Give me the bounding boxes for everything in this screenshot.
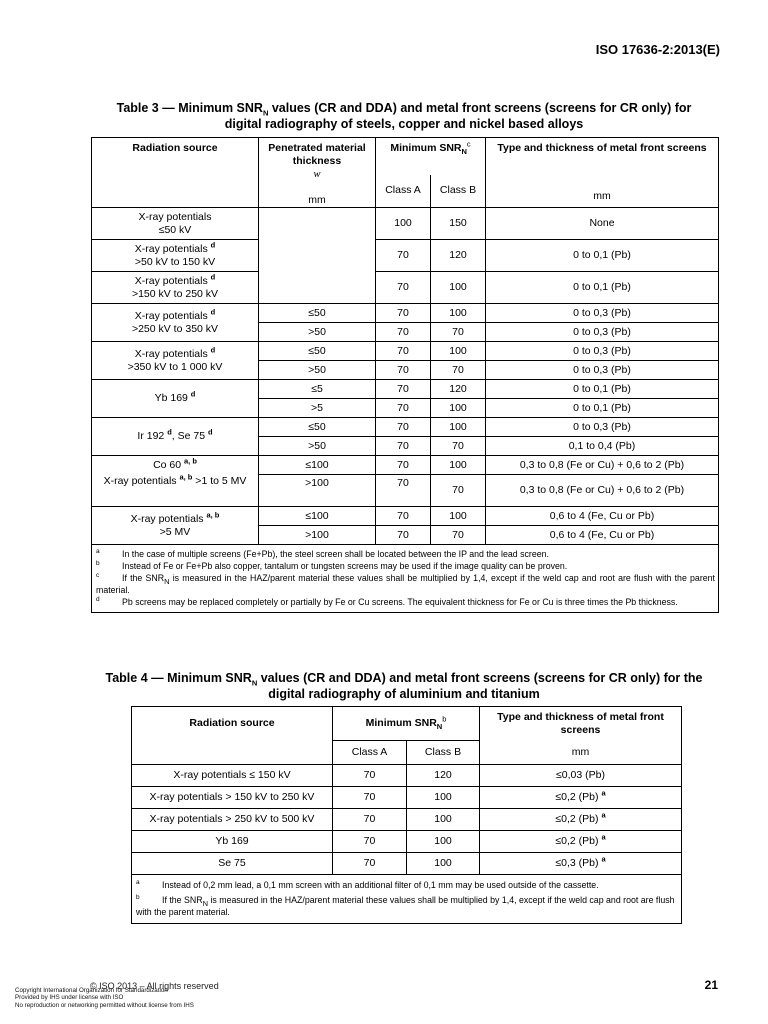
footnote-ref: a: [601, 810, 606, 820]
screen-cell: 0,3 to 0,8 (Fe or Cu) + 0,6 to 2 (Pb): [486, 475, 719, 507]
screen-cell: 0,6 to 4 (Fe, Cu or Pb): [486, 507, 719, 526]
footnote-ref: d: [167, 427, 172, 437]
class-a-cell: 70: [376, 475, 431, 507]
screen-cell: 0 to 0,3 (Pb): [486, 323, 719, 342]
class-b-cell: 70: [431, 323, 486, 342]
class-b-cell: 100: [431, 342, 486, 361]
table3-caption-line2: digital radiography of steels, copper and nickel based alloys: [224, 117, 584, 131]
header-thickness: [259, 138, 376, 208]
table-row: [132, 765, 682, 787]
class-a-cell: 70: [376, 272, 431, 304]
thickness-cell: >5: [259, 399, 376, 418]
footnote-text: If the SNR: [162, 895, 203, 905]
table-row: [132, 831, 682, 853]
class-a-cell: 70: [376, 342, 431, 361]
class-b-cell: 100: [431, 456, 486, 475]
class-b-cell: 120: [407, 765, 480, 787]
footnote-text: Instead of Fe or Fe+Pb also copper, tantalum or tungsten screens may be used if the image quality can be proven.: [122, 561, 568, 571]
table4: [131, 706, 682, 924]
footnote-ref: a, b: [179, 472, 193, 481]
source-text: >5 MV: [159, 525, 191, 538]
ihs-line: No reproduction or networking permitted without license from IHS: [15, 1001, 194, 1009]
source-text: X-ray potentials: [138, 210, 212, 223]
footnote-text: Pb screens may be replaced completely or partially by Fe or Cu screens. The equivalent thickness for Fe or Cu is three times the Pb thickness.: [122, 597, 678, 607]
class-b-cell: 120: [431, 380, 486, 399]
class-b-cell: 150: [431, 208, 486, 240]
source-text: >1 to 5 MV: [192, 474, 247, 487]
class-a-cell: 70: [333, 787, 407, 809]
table3-notes-row: [92, 545, 719, 613]
header-snr-pre: Minimum SNR: [390, 142, 462, 154]
class-a-cell: 70: [376, 399, 431, 418]
thickness-cell: >50: [259, 323, 376, 342]
screen-cell: 0 to 0,3 (Pb): [486, 342, 719, 361]
source-cell: X-ray potentials > 150 kV to 250 kV: [132, 787, 333, 809]
class-b-cell: 70: [431, 361, 486, 380]
class-b-cell: 100: [407, 809, 480, 831]
table-row: [132, 809, 682, 831]
source-cell: X-ray potentials ≤ 150 kV: [132, 765, 333, 787]
class-a-cell: 70: [376, 380, 431, 399]
t4-header-class-b: Class B: [407, 741, 480, 765]
header-snr-sup: c: [466, 139, 471, 149]
screen-text: ≤0,3 (Pb): [555, 857, 599, 869]
footnote-text: In the case of multiple screens (Fe+Pb), the steel screen shall be located between the IP and the lead screen.: [122, 549, 549, 559]
thickness-cell: >100: [259, 526, 376, 545]
table3-notes: [92, 545, 719, 613]
footnote-ref: a: [601, 854, 606, 864]
class-a-cell: 70: [376, 456, 431, 475]
table-row: [92, 304, 719, 323]
source-text: ≤50 kV: [158, 223, 192, 236]
header-class-b: Class B: [431, 175, 486, 208]
screen-cell: [480, 809, 682, 831]
footnote-ref: d: [210, 240, 216, 249]
table-row: [92, 342, 719, 361]
document-id: ISO 17636-2:2013(E): [595, 42, 720, 57]
table3-caption-sub: N: [262, 108, 269, 118]
table4-notes-row: [132, 875, 682, 924]
source-text: Yb 169: [154, 392, 188, 404]
table-row: [92, 475, 719, 507]
source-cell: Se 75: [132, 853, 333, 875]
class-a-cell: 70: [376, 361, 431, 380]
footnote-text: Instead of 0,2 mm lead, a 0,1 mm screen with an additional filter of 0,1 mm may be used outside of the cassette.: [162, 880, 599, 890]
screen-cell: 0 to 0,1 (Pb): [486, 380, 719, 399]
source-cell: [92, 208, 259, 240]
screen-cell: 0,3 to 0,8 (Fe or Cu) + 0,6 to 2 (Pb): [486, 456, 719, 475]
class-b-cell: 120: [431, 240, 486, 272]
page-number: 21: [704, 978, 718, 992]
table-row: [132, 853, 682, 875]
class-a-cell: 100: [376, 208, 431, 240]
footnote-ref: a, b: [206, 510, 220, 519]
footnote-c: c If the $SNR_N$ is measured in the HAZ/parent material these values shall be multiplied by 1,4, except if the weld cap and root are flush with the parent material.: [96, 572, 715, 595]
thickness-cell: >100: [259, 475, 376, 507]
t4-header-snr-sup: b: [442, 714, 447, 724]
ihs-license-notice: [15, 987, 194, 1009]
footnote-b: b Instead of Fe or Fe+Pb also copper, tantalum or tungsten screens may be used if the image quality can be proven.: [96, 560, 568, 571]
source-text: X-ray potentials: [134, 347, 208, 360]
source-text: X-ray potentials: [130, 512, 204, 525]
class-b-cell: 100: [407, 831, 480, 853]
thickness-cell: [259, 208, 376, 304]
footnote-ref: d: [210, 345, 216, 354]
source-text: >250 kV to 350 kV: [131, 322, 219, 335]
screen-cell: 0 to 0,3 (Pb): [486, 418, 719, 437]
table3-caption: [80, 100, 728, 132]
screen-cell: 0 to 0,3 (Pb): [486, 304, 719, 323]
screen-cell: 0 to 0,1 (Pb): [486, 240, 719, 272]
thickness-cell: >50: [259, 361, 376, 380]
class-a-cell: 70: [376, 507, 431, 526]
class-b-cell: 100: [407, 787, 480, 809]
header-screens-unit: mm: [486, 175, 719, 208]
screen-cell: 0,6 to 4 (Fe, Cu or Pb): [486, 526, 719, 545]
table4-caption-post: values (CR and DDA) and metal front screens (screens for CR only) for the: [257, 671, 703, 685]
footnote-text: is measured in the HAZ/parent material these values shall be multiplied by 1,4, except if the weld cap and root are flush with the parent material.: [136, 895, 675, 917]
footnote-sub: N: [202, 898, 209, 908]
screen-text: ≤0,2 (Pb): [555, 835, 599, 847]
source-cell: X-ray potentials > 250 kV to 500 kV: [132, 809, 333, 831]
table4-caption-pre: Table 4 — Minimum SNR: [105, 671, 252, 685]
footnote-ref: a, b: [184, 456, 197, 466]
footnote-ref: d: [210, 272, 216, 281]
header-thickness-label: Penetrated material thickness: [268, 142, 366, 167]
screen-cell: [480, 853, 682, 875]
footnote-ref: d: [210, 307, 216, 316]
t4-header-screens: Type and thickness of metal front screens: [480, 707, 682, 741]
table4-caption: [80, 670, 728, 702]
footnote-ref: a: [601, 788, 606, 798]
footnote-ref: d: [190, 389, 196, 399]
class-b-cell: 70: [431, 475, 486, 507]
ihs-line: Copyright International Organization for Standardization: [15, 987, 168, 994]
source-cell: [92, 507, 259, 545]
source-text: >350 kV to 1 000 kV: [127, 360, 223, 373]
class-b-cell: 100: [431, 304, 486, 323]
table-row: [92, 507, 719, 526]
thickness-cell: ≤5: [259, 380, 376, 399]
t4-header-snr-pre: Minimum SNR: [365, 717, 437, 729]
source-text: >50 kV to 150 kV: [134, 255, 216, 268]
source-text: >150 kV to 250 kV: [131, 287, 219, 300]
screen-text: ≤0,03 (Pb): [556, 769, 605, 781]
source-cell: [92, 304, 259, 342]
source-text: , Se 75: [171, 430, 206, 442]
table3-caption-post: values (CR and DDA) and metal front screens (screens for CR only) for: [268, 101, 692, 115]
source-cell: [92, 418, 259, 456]
t4-header-screens-unit: mm: [480, 741, 682, 765]
screen-text: ≤0,2 (Pb): [555, 813, 599, 825]
source-text: X-ray potentials: [134, 274, 208, 287]
header-screens: Type and thickness of metal front screens: [486, 138, 719, 175]
thickness-cell: >50: [259, 437, 376, 456]
source-cell: [92, 272, 259, 304]
class-a-cell: 70: [376, 418, 431, 437]
t4-header-class-a: Class A: [333, 741, 407, 765]
screen-cell: [480, 831, 682, 853]
source-text: X-ray potentials: [103, 474, 177, 487]
class-a-cell: 70: [376, 304, 431, 323]
footnote-text: If the SNR: [122, 573, 165, 583]
class-a-cell: 70: [333, 853, 407, 875]
class-b-cell: 100: [431, 399, 486, 418]
class-b-cell: 70: [431, 526, 486, 545]
footnote-text: is measured in the HAZ/parent material these values shall be multiplied by 1,4, except if the weld cap and root are flush with the parent material.: [96, 573, 715, 595]
t4-header-snr-sub: N: [436, 722, 443, 732]
thickness-cell: ≤100: [259, 507, 376, 526]
footnote-d: d Pb screens may be replaced completely or partially by Fe or Cu screens. The equivalent thickness for Fe or Cu is three times the Pb thickness.: [96, 596, 678, 607]
screen-cell: None: [486, 208, 719, 240]
table-row: [92, 208, 719, 240]
table-row: [92, 380, 719, 399]
t4-footnote-a: a Instead of 0,2 mm lead, a 0,1 mm screen with an additional filter of 0,1 mm may be used outside of the cassette.: [136, 879, 599, 890]
class-b-cell: 100: [431, 418, 486, 437]
table4-caption-line2: digital radiography of aluminium and titanium: [268, 687, 540, 701]
source-text: Co 60: [153, 458, 182, 471]
header-radiation-source: Radiation source: [92, 138, 259, 208]
table-row: [132, 787, 682, 809]
screen-text: ≤0,2 (Pb): [555, 791, 599, 803]
screen-cell: 0 to 0,1 (Pb): [486, 399, 719, 418]
header-min-snr: [376, 138, 486, 175]
class-b-cell: 100: [407, 853, 480, 875]
table4-notes: [132, 875, 682, 924]
screen-cell: 0,1 to 0,4 (Pb): [486, 437, 719, 456]
class-a-cell: 70: [333, 765, 407, 787]
class-a-cell: 70: [376, 240, 431, 272]
ihs-line: Provided by IHS under license with ISO: [15, 994, 124, 1002]
t4-header-min-snr: [333, 707, 480, 741]
footnote-sub: N: [164, 576, 170, 586]
table4-caption-sub: N: [251, 678, 258, 688]
source-cell: [92, 472, 259, 507]
table-row: [92, 418, 719, 437]
screen-cell: [480, 787, 682, 809]
class-b-cell: 70: [431, 437, 486, 456]
source-cell: [92, 240, 259, 272]
class-a-cell: 70: [376, 526, 431, 545]
thickness-cell: ≤50: [259, 418, 376, 437]
table-row: [92, 272, 719, 304]
class-a-cell: 70: [333, 831, 407, 853]
screen-cell: [480, 765, 682, 787]
class-a-cell: 70: [333, 809, 407, 831]
screen-cell: 0 to 0,3 (Pb): [486, 361, 719, 380]
source-cell: [92, 342, 259, 380]
source-text: Ir 192: [137, 430, 165, 442]
thickness-cell: ≤100: [259, 456, 376, 475]
screen-cell: 0 to 0,1 (Pb): [486, 272, 719, 304]
header-thickness-symbol: w: [313, 169, 321, 180]
source-text: X-ray potentials: [134, 242, 208, 255]
table-row: [92, 240, 719, 272]
footnote-ref: d: [207, 427, 213, 437]
source-cell: [92, 456, 259, 475]
class-a-cell: 70: [376, 437, 431, 456]
header-snr-sub: N: [461, 147, 467, 157]
thickness-cell: ≤50: [259, 304, 376, 323]
footnote-a: a In the case of multiple screens (Fe+Pb), the steel screen shall be located between the IP and the lead screen.: [96, 548, 549, 559]
class-a-cell: 70: [376, 323, 431, 342]
header-thickness-unit: mm: [308, 194, 326, 206]
t4-header-radiation-source: Radiation source: [132, 707, 333, 765]
source-cell: Yb 169: [132, 831, 333, 853]
source-cell: [92, 380, 259, 418]
table3-caption-pre: Table 3 — Minimum SNR: [116, 101, 263, 115]
source-text: X-ray potentials: [134, 309, 208, 322]
class-b-cell: 100: [431, 507, 486, 526]
thickness-cell: ≤50: [259, 342, 376, 361]
class-b-cell: 100: [431, 272, 486, 304]
header-class-a: Class A: [376, 175, 431, 208]
table3: [91, 137, 719, 613]
footnote-ref: a: [601, 832, 606, 842]
t4-footnote-b: b If the $SNR_N$ is measured in the HAZ/parent material these values shall be multiplied by 1,4, except if the weld cap and root are flush with the parent material.: [136, 894, 675, 917]
footer-copyright: © ISO 2013 – All rights reserved: [90, 981, 219, 991]
